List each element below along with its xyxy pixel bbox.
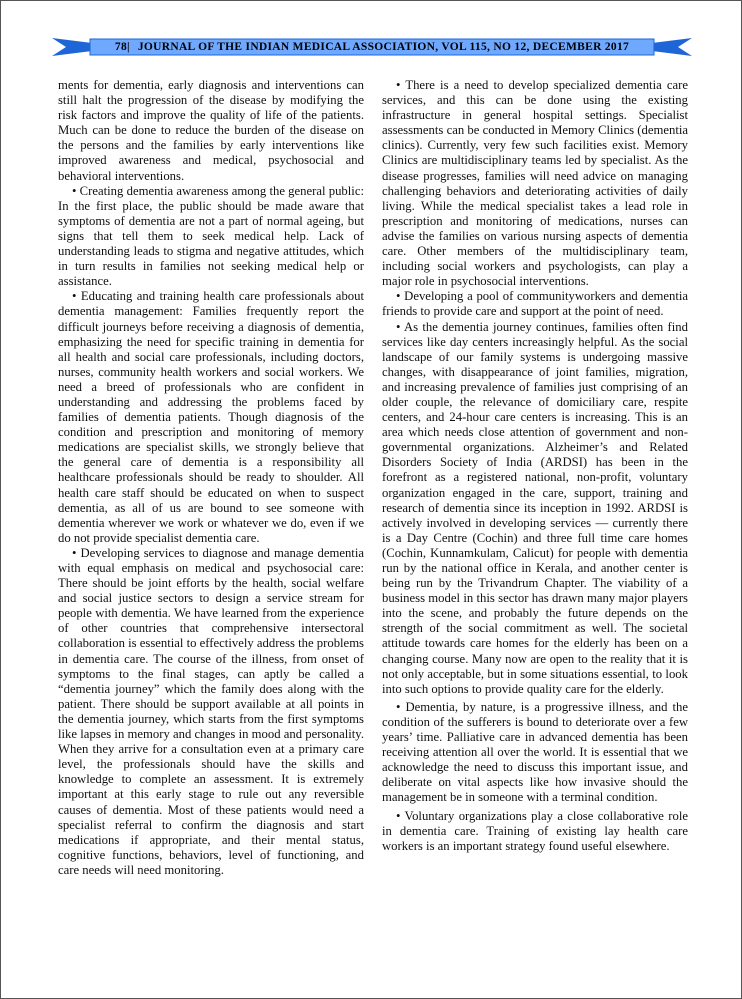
- bullet-paragraph: • There is a need to develop specialized dementia care services, and this can be done using the existing infrastructure in general hospital settings. Specialist assessments can be conducted in Memory Clinics (dementia clinics). Currently, very few such facilities exist. Memory Clinics are multidisciplinary teams led by specialist. As the disease progresses, families will need advice on managing challenging behaviors and deteriorating activities of daily living. While the medical specialist takes a lead role in prescription and monitoring of medications, nurses can advise the families on various nursing aspects of dementia care. Other members of the multidisciplinary team, including social workers and psychologists, can play a major role in psychosocial interventions.: [382, 78, 688, 289]
- running-header: [52, 36, 692, 58]
- bullet-paragraph: • Creating dementia awareness among the general public: In the first place, the public should be made aware that symptoms of dementia are not a part of normal ageing, but signs that tell them to seek medical help. Lack of understanding leads to stigma and negative attitudes, which in turn results in families not seeking medical help or assistance.: [58, 183, 364, 289]
- bullet-paragraph: • Developing services to diagnose and manage dementia with equal emphasis on medical and psychosocial care: There should be joint efforts by the health, social welfare and social justice sectors to design a service stream for people with dementia. We have learned from the experience of other countries that comprehensive intersectoral collaboration is essential to effectively address the problems in dementia care. The course of the illness, from onset of symptoms to the final stages, can aptly be called a “dementia journey” which the family does along with the patient. There should be support available at all points in the dementia journey, which starts from the first symptoms like lapses in memory and changes in mood and personality. When they arrive for a consultation even at a primary care level, the professionals should have the skills and knowledge to complete an assessment. It is extremely important at this early stage to rule out any reversible causes of dementia. Most of these patients would need a specialist referral to confirm the diagnosis and start medications if appropriate, and their mental status, cognitive functions, behaviors, level of functioning, and care needs will need monitoring.: [58, 545, 364, 877]
- bullet-paragraph: • Voluntary organizations play a close collaborative role in dementia care. Training of existing lay health care workers is an important strategy found useful elsewhere.: [382, 808, 688, 853]
- bullet-paragraph: • Developing a pool of communityworkers and dementia friends to provide care and support at the point of need.: [382, 289, 688, 319]
- journal-running-title: JOURNAL OF THE INDIAN MEDICAL ASSOCIATION, VOL 115, NO 12, DECEMBER 2017: [137, 41, 630, 53]
- bullet-paragraph: • Dementia, by nature, is a progressive illness, and the condition of the sufferers is bound to deteriorate over a few years’ time. Palliative care in advanced dementia has been receiving attention all over the world. It is essential that we acknowledge the need to discuss this important issue, and deliberate on vital aspects like how invasive should the management be in someone with a terminal condition.: [382, 699, 688, 805]
- page-number: 78|: [114, 41, 130, 53]
- left-column: [58, 78, 364, 878]
- bullet-paragraph: • Educating and training health care professionals about dementia management: Families frequently report the difficult journeys before receiving a diagnosis of dementia, emphasizing the need for specific training in dementia for all health and social care professionals, including doctors, nurses, community health workers and social workers. We need a breed of professionals who are confident in understanding and addressing the problems faced by families of dementia patients. Though diagnosis of the condition and prescription and monitoring of memory medications are specialist skills, we strongly believe that the general care of dementia is a responsibility all healthcare professionals should be ready to shoulder. All health care staff should be educated on when to suspect dementia, as all of us are bound to see someone with dementia wherever we work or whatever we do, even if we do not provide specialist dementia care.: [58, 289, 364, 545]
- bullet-paragraph: • As the dementia journey continues, families often find services like day centers increasingly helpful. As the social landscape of our family systems is undergoing massive changes, with disappearance of joint families, migration, and increasing prevalence of families just comprising of an older couple, the relevance of domiciliary care, respite centers, and 24-hour care centers is increasing. This is an area which needs close attention of government and non-governmental organizations. Alzheimer’s and Related Disorders Society of India (ARDSI) has been in the forefront as a registered national, non-profit, voluntary organization engaged in the care, support, training and research of dementia since its inception in 1992. ARDSI is actively involved in developing services — currently there is a Day Centre (Cochin) and three full time care homes (Cochin, Kunnamkulam, Calicut) for people with dementia run by the national office in Kerala, and another center is being run by the Trivandrum Chapter. The viability of a business model in this sector has drawn many major players into the scene, and probably the future depends on the strength of the social commitment as well. The societal attitude towards care homes for the elderly has been on a changing course. Many now are open to the reality that it is not only acceptable, but in some situations essential, to look into such options to provide quality care for the elderly.: [382, 319, 688, 696]
- paragraph: ments for dementia, early diagnosis and interventions can still halt the progression of the disease by modifying the risk factors and improve the quality of life of the patients. Much can be done to reduce the burden of the disease on the persons and the families by early interventions like improved awareness and medical, psychosocial and behavioral interventions.: [58, 78, 364, 183]
- right-column: [382, 78, 688, 854]
